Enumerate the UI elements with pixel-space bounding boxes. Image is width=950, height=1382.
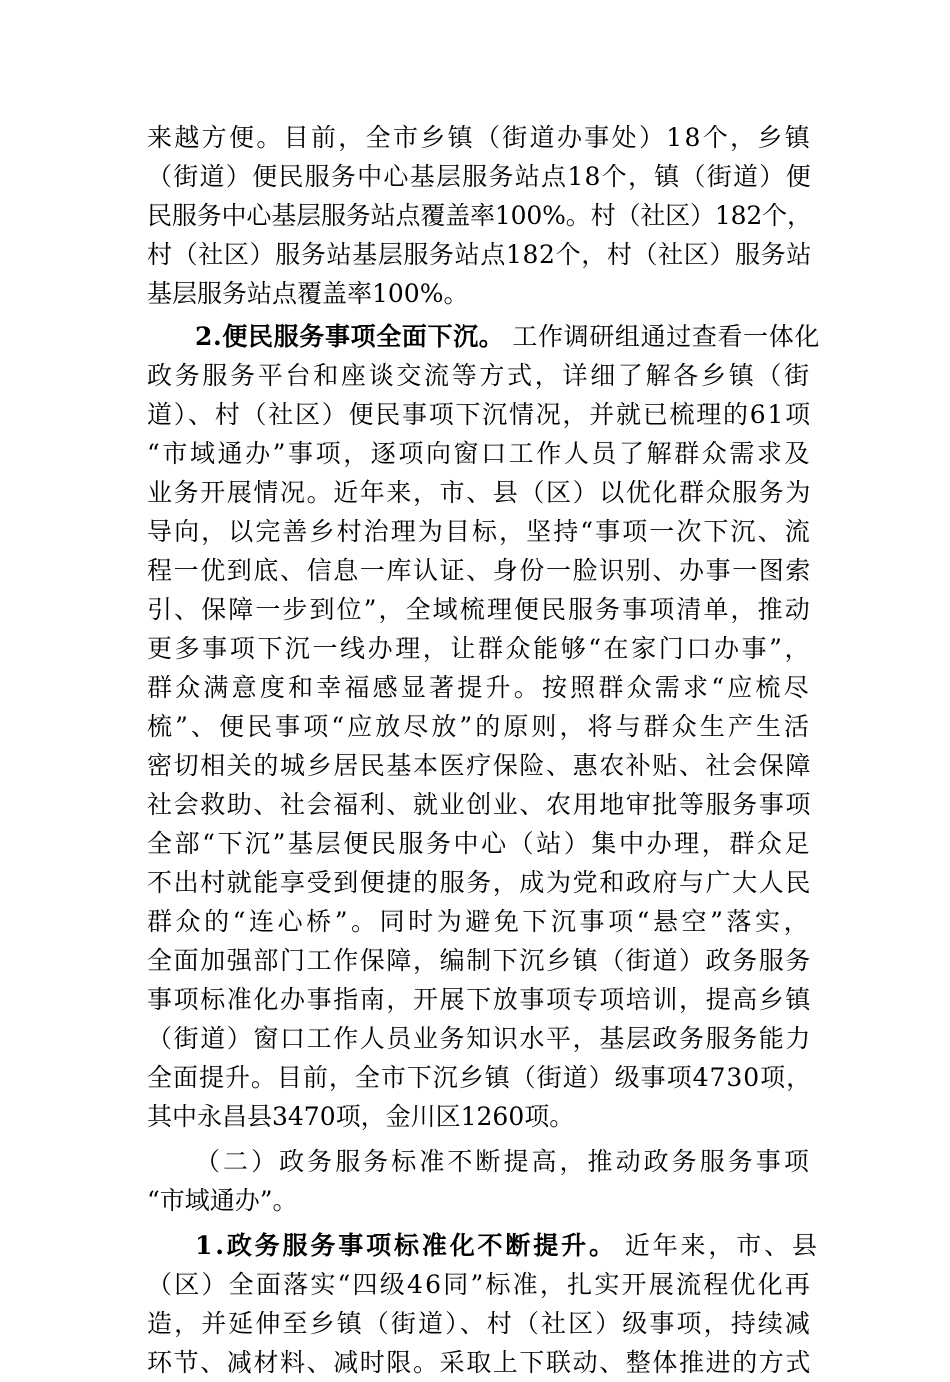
document-body [147, 118, 821, 1382]
line-text: 导向，以完善乡村治理为目标，坚持“事项一次下沉、流 [147, 517, 812, 546]
line-text: （街道）便民服务中心基层服务站点18个，镇（街道）便 [147, 162, 812, 191]
line-text: 不出村就能享受到便捷的服务，成为党和政府与广大人民 [147, 868, 813, 897]
line-text: 全部“下沉”基层便民服务中心（站）集中办理，群众足 [147, 829, 813, 858]
line-text: 程一优到底、信息一库认证、身份一脸识别、办事一图索 [147, 556, 813, 585]
heading-line [195, 1226, 820, 1265]
line-text: 近年来，市、县 [624, 1231, 820, 1260]
line-text: 事项标准化办事指南，开展下放事项专项培训，提高乡镇 [147, 985, 813, 1014]
text-line [147, 274, 812, 313]
subsection-heading: “市域通办”。 [147, 1186, 298, 1215]
line-text: 梳”、便民事项“应放尽放”的原则，将与群众生产生活 [147, 712, 813, 741]
text-line [147, 785, 812, 824]
text-line [147, 629, 812, 668]
line-text: 密切相关的城乡居民基本医疗保险、惠农补贴、社会保障 [147, 751, 813, 780]
text-line [147, 157, 812, 196]
text-line [147, 1226, 820, 1265]
text-line [147, 551, 812, 590]
text-line [147, 707, 812, 746]
text-line [147, 824, 812, 863]
text-line [147, 746, 812, 785]
line-text: 业务开展情况。近年来，市、县（区）以优化群众服务为 [147, 478, 813, 507]
line-text: 环节、减材料、减时限。采取上下联动、整体推进的方式 [147, 1348, 813, 1377]
text-line [147, 668, 812, 707]
subsection-heading: （二）政务服务标准不断提高，推动政务服务事项 [195, 1147, 812, 1176]
line-text: 全面加强部门工作保障，编制下沉乡镇（街道）政务服务 [147, 946, 813, 975]
text-line [147, 902, 812, 941]
line-text: （街道）窗口工作人员业务知识水平，基层政务服务能力 [147, 1024, 813, 1053]
text-line [147, 980, 812, 1019]
text-line [147, 1343, 812, 1382]
text-line [147, 317, 821, 356]
line-text: 道）、村（社区）便民事项下沉情况，并就已梳理的61项 [147, 400, 812, 429]
line-text: 更多事项下沉一线办理，让群众能够“在家门口办事”， [147, 634, 813, 663]
section-heading: 2.便民服务事项全面下沉。 [195, 322, 505, 351]
text-line [147, 1304, 812, 1343]
line-text: 群众满意度和幸福感显著提升。按照群众需求“应梳尽 [147, 673, 812, 702]
line-text: （区）全面落实“四级46同”标准，扎实开展流程优化再 [147, 1270, 813, 1299]
text-line [147, 473, 812, 512]
line-text: 民服务中心基层服务站点覆盖率100%。村（社区）182个， [147, 201, 812, 230]
line-text: 基层服务站点覆盖率100%。 [147, 279, 469, 308]
text-line [147, 434, 812, 473]
line-text: 社会救助、社会福利、就业创业、农用地审批等服务事项 [147, 790, 813, 819]
line-text: 引、保障一步到位”，全域梳理便民服务事项清单，推动 [147, 595, 812, 624]
text-line [147, 1265, 812, 1304]
heading-line [195, 317, 821, 356]
line-text: 村（社区）服务站基层服务站点182个，村（社区）服务站 [147, 240, 812, 269]
text-line [147, 196, 812, 235]
text-line [147, 1019, 812, 1058]
text-line [147, 1058, 812, 1097]
text-line [147, 356, 812, 395]
text-line [147, 1142, 812, 1181]
text-line [147, 1097, 812, 1136]
text-line [147, 590, 812, 629]
text-line [147, 235, 812, 274]
text-line [147, 863, 812, 902]
line-text: 工作调研组通过查看一体化 [512, 322, 821, 351]
text-line [147, 118, 812, 157]
line-text: 造，并延伸至乡镇（街道）、村（社区）级事项，持续减 [147, 1309, 813, 1338]
line-text: 政务服务平台和座谈交流等方式，详细了解各乡镇（街 [147, 361, 812, 390]
line-text: 群众的“连心桥”。同时为避免下沉事项“悬空”落实， [147, 907, 813, 936]
text-line [147, 512, 812, 551]
line-text: 来越方便。目前，全市乡镇（街道办事处）18个，乡镇 [147, 123, 813, 152]
section-heading: 1.政务服务事项标准化不断提升。 [195, 1231, 617, 1260]
line-text: 其中永昌县3470项，金川区1260项。 [147, 1102, 575, 1131]
line-text: 全面提升。目前，全市下沉乡镇（街道）级事项4730项， [147, 1063, 813, 1092]
text-line [147, 395, 812, 434]
text-line [147, 941, 812, 980]
text-line [147, 1181, 812, 1220]
line-text: “市域通办”事项，逐项向窗口工作人员了解群众需求及 [147, 439, 813, 468]
